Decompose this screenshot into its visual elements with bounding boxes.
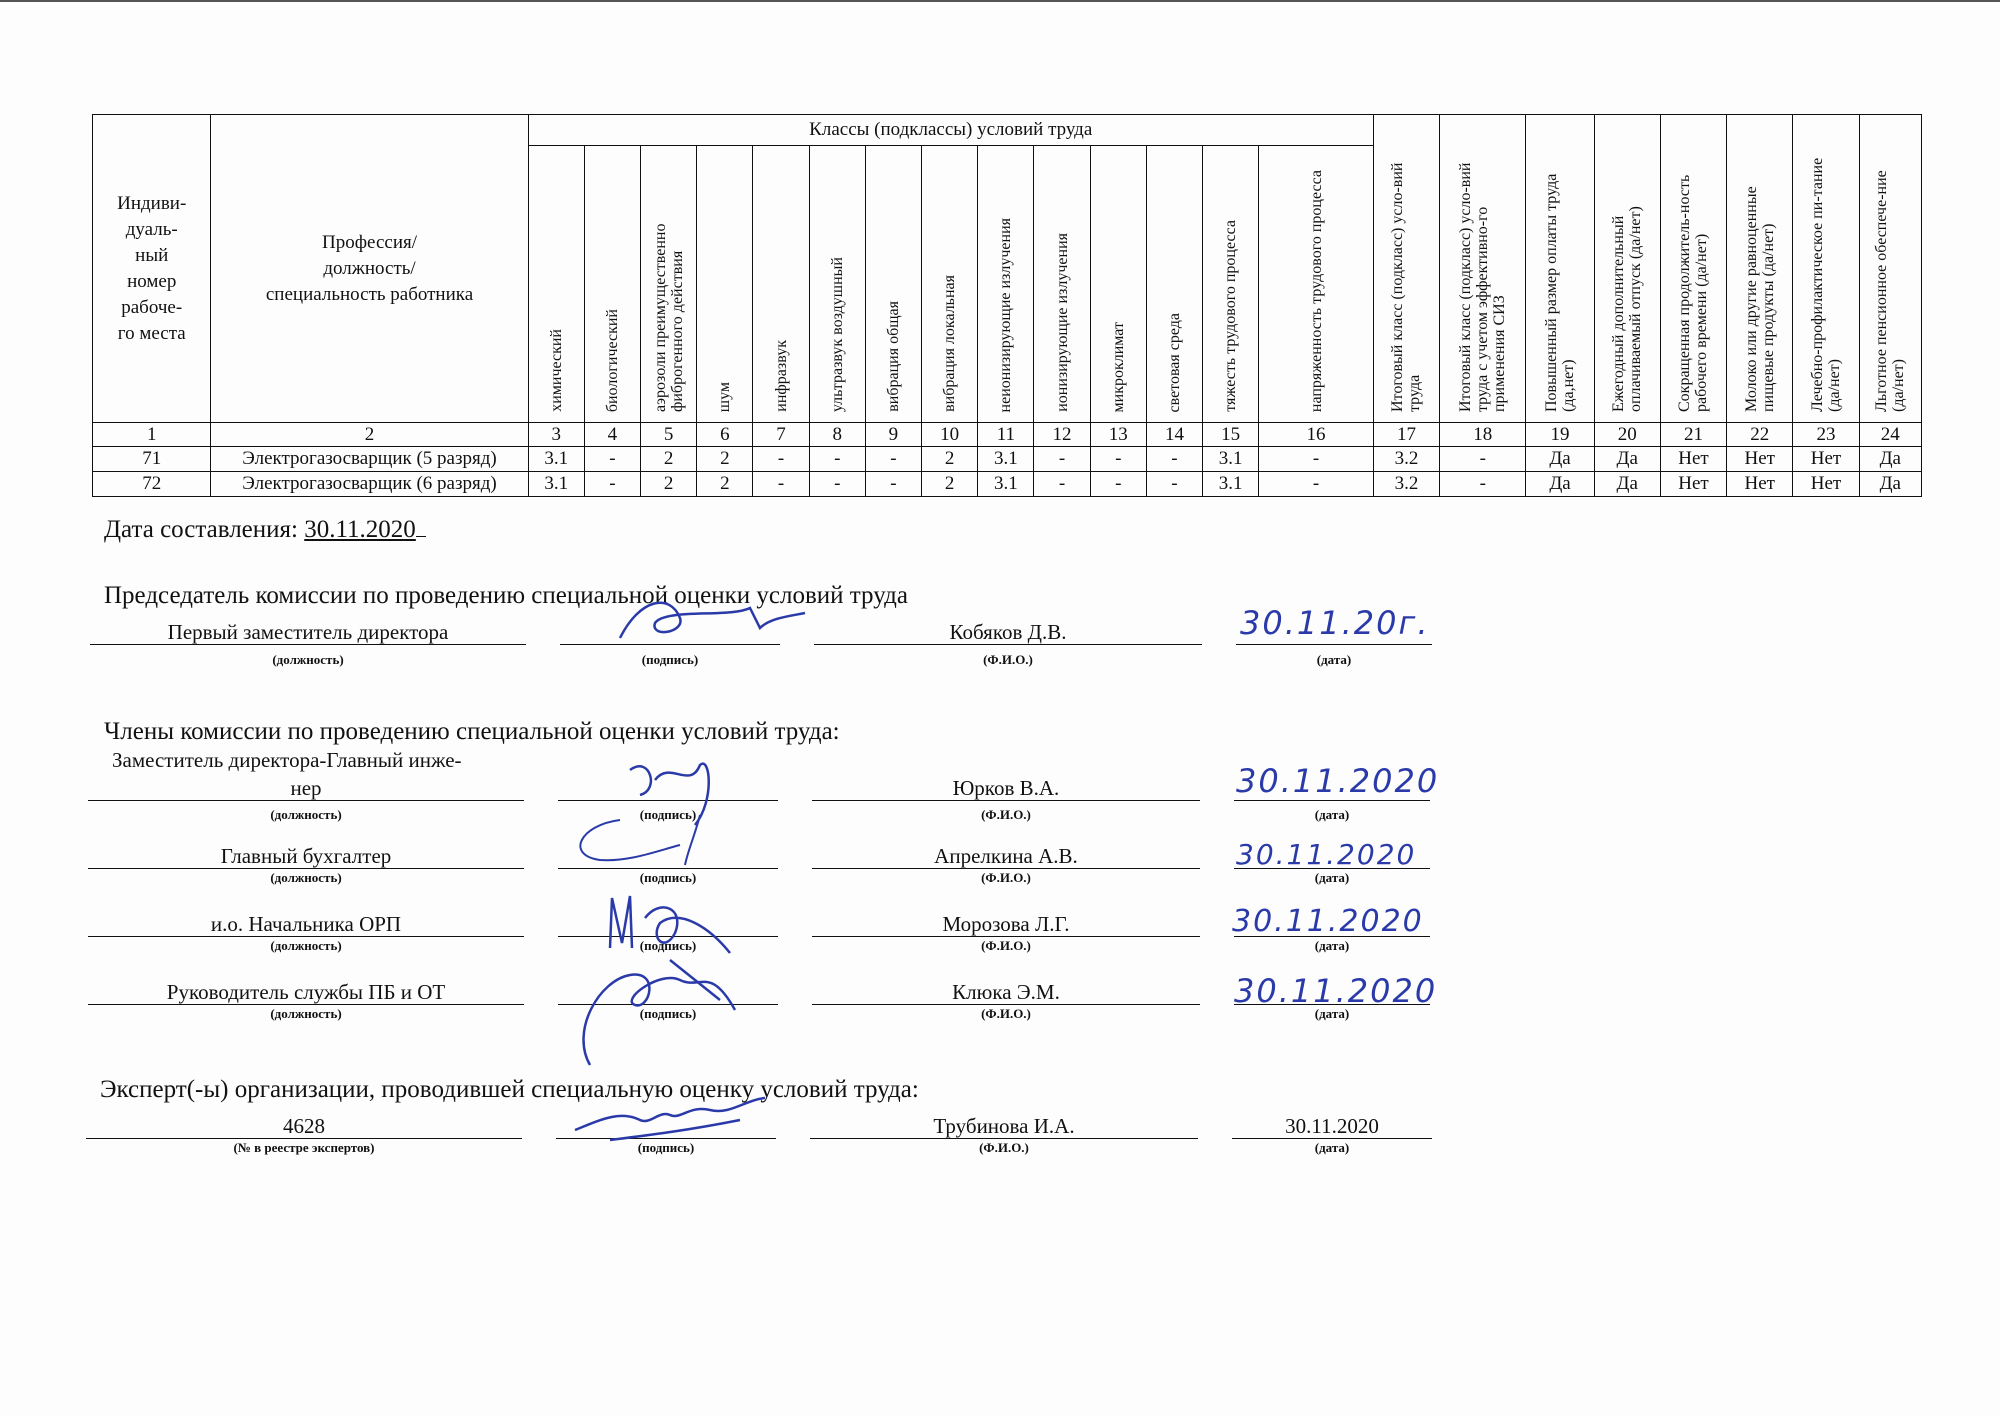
- member-signature-icon: [600, 888, 740, 958]
- header-factor: световая среда: [1146, 146, 1202, 423]
- table-cell: Да: [1859, 447, 1921, 472]
- table-cell: -: [865, 472, 921, 497]
- table-cell: -: [1090, 447, 1146, 472]
- working-conditions-table: [92, 114, 1922, 497]
- member-signature-icon: [560, 950, 740, 1070]
- column-number: 1: [93, 423, 211, 447]
- caption-signature: (подпись): [641, 652, 699, 667]
- header-therapeutic-food: Лечебно-профилактическое пи-тание (да/нет): [1793, 115, 1859, 423]
- header-final-class-siz: Итоговый класс (подкласс) усло-вий труда с учетом эффективно-го применения СИЗ: [1440, 115, 1526, 423]
- caption-date: (дата): [1314, 807, 1350, 822]
- header-increased-pay: Повышенный размер оплаты труда (да,нет): [1526, 115, 1594, 423]
- column-number: 19: [1526, 423, 1594, 447]
- header-milk: Молоко или другие равноценные пищевые продукты (да/нет): [1727, 115, 1793, 423]
- column-number: 4: [584, 423, 640, 447]
- table-cell: -: [1259, 472, 1374, 497]
- table-cell: -: [1090, 472, 1146, 497]
- header-factor: микроклимат: [1090, 146, 1146, 423]
- workplace-number-cell: 71: [93, 447, 211, 472]
- caption-fio: (Ф.И.О.): [981, 807, 1031, 822]
- caption-signature: (подпись): [639, 870, 697, 885]
- table-cell: -: [1034, 472, 1090, 497]
- column-number: 2: [211, 423, 528, 447]
- chairman-name: Кобяков Д.В.: [814, 620, 1202, 645]
- caption-date: (дата): [1314, 1140, 1350, 1155]
- column-number: 23: [1793, 423, 1859, 447]
- member-position: нер: [88, 776, 524, 801]
- column-number: 10: [922, 423, 978, 447]
- column-number: 20: [1594, 423, 1660, 447]
- caption-fio: (Ф.И.О.): [979, 1140, 1029, 1155]
- caption-position: (должность): [270, 1006, 342, 1021]
- table-cell: -: [1146, 447, 1202, 472]
- column-number: 21: [1660, 423, 1726, 447]
- member-handwritten-date: 30.11.2020: [1236, 762, 1440, 800]
- header-factor: инфразвук: [753, 146, 809, 423]
- table-cell: -: [584, 447, 640, 472]
- header-factor: биологический: [584, 146, 640, 423]
- member-name: Юрков В.А.: [812, 776, 1200, 801]
- table-cell: 2: [697, 447, 753, 472]
- caption-date: (дата): [1314, 1006, 1350, 1021]
- member-handwritten-date: 30.11.2020: [1234, 972, 1438, 1010]
- table-cell: 3.1: [978, 472, 1034, 497]
- column-number: 16: [1259, 423, 1374, 447]
- table-cell: Нет: [1793, 472, 1859, 497]
- table-cell: -: [753, 447, 809, 472]
- profession-cell: Электрогазосварщик (5 разряд): [211, 447, 528, 472]
- table-cell: -: [753, 472, 809, 497]
- header-pension: Льготное пенсионное обеспече-ние (да/нет): [1859, 115, 1921, 423]
- table-cell: Да: [1859, 472, 1921, 497]
- caption-date: (дата): [1314, 870, 1350, 885]
- table-cell: Нет: [1727, 472, 1793, 497]
- table-cell: 3.2: [1373, 447, 1439, 472]
- column-number: 9: [865, 423, 921, 447]
- column-number: 22: [1727, 423, 1793, 447]
- table-cell: 3.1: [1203, 447, 1259, 472]
- table-cell: -: [1034, 447, 1090, 472]
- table-cell: Да: [1526, 447, 1594, 472]
- table-cell: 2: [641, 447, 697, 472]
- table-cell: -: [584, 472, 640, 497]
- column-number: 8: [809, 423, 865, 447]
- member-signature-icon: [560, 810, 740, 870]
- header-factor: шум: [697, 146, 753, 423]
- expert-signature-icon: [570, 1090, 770, 1150]
- table-cell: -: [1146, 472, 1202, 497]
- member-name: Морозова Л.Г.: [812, 912, 1200, 937]
- member-handwritten-date: 30.11.2020: [1236, 838, 1417, 871]
- chairman-heading: Председатель комиссии по проведению специальной оценки условий труда: [104, 582, 908, 609]
- header-factor: химический: [528, 146, 584, 423]
- caption-signature: (подпись): [637, 1140, 695, 1155]
- header-classes-group: Классы (подклассы) условий труда: [528, 115, 1373, 146]
- column-number: 11: [978, 423, 1034, 447]
- table-cell: 3.1: [1203, 472, 1259, 497]
- header-extra-vacation: Ежегодный дополнительный оплачиваемый отпуск (да/нет): [1594, 115, 1660, 423]
- column-number: 3: [528, 423, 584, 447]
- column-number-row: [93, 423, 1922, 447]
- caption-position: (должность): [270, 870, 342, 885]
- column-number: 13: [1090, 423, 1146, 447]
- header-reduced-hours: Сокращенная продолжитель-ность рабочего времени (да/нет): [1660, 115, 1726, 423]
- expert-heading: Эксперт(-ы) организации, проводившей специальную оценку условий труда:: [100, 1076, 919, 1103]
- caption-date: (дата): [1316, 652, 1352, 667]
- header-workplace-id: Индиви- дуаль- ный номер рабоче- го места: [93, 115, 211, 423]
- caption-date: (дата): [1314, 938, 1350, 953]
- header-profession: Профессия/ должность/ специальность работника: [211, 115, 528, 423]
- table-cell: 3.1: [978, 447, 1034, 472]
- header-factor: тяжесть трудового процесса: [1203, 146, 1259, 423]
- member-name: Апрелкина А.В.: [812, 844, 1200, 869]
- table-cell: -: [1259, 447, 1374, 472]
- table-cell: 2: [922, 447, 978, 472]
- header-factor: неионизирующие излучения: [978, 146, 1034, 423]
- expert-date: 30.11.2020: [1232, 1114, 1432, 1139]
- table-cell: Нет: [1660, 472, 1726, 497]
- header-factor: вибрация локальная: [922, 146, 978, 423]
- expert-registry-number: 4628: [86, 1114, 522, 1139]
- table-cell: Да: [1594, 447, 1660, 472]
- workplace-number-cell: 72: [93, 472, 211, 497]
- member-position: Руководитель службы ПБ и ОТ: [88, 980, 524, 1005]
- member-handwritten-date: 30.11.2020: [1232, 904, 1424, 939]
- chairman-handwritten-date: 30.11.20г.: [1240, 604, 1430, 642]
- column-number: 18: [1440, 423, 1526, 447]
- header-factor: аэрозоли преимущественно фиброгенного действия: [641, 146, 697, 423]
- date-line: [104, 516, 426, 544]
- column-number: 14: [1146, 423, 1202, 447]
- table-cell: -: [809, 472, 865, 497]
- column-number: 6: [697, 423, 753, 447]
- member-name: Клюка Э.М.: [812, 980, 1200, 1005]
- table-cell: -: [865, 447, 921, 472]
- table-cell: Нет: [1793, 447, 1859, 472]
- table-cell: -: [1440, 472, 1526, 497]
- profession-cell: Электрогазосварщик (6 разряд): [211, 472, 528, 497]
- table-cell: Да: [1526, 472, 1594, 497]
- column-number: 15: [1203, 423, 1259, 447]
- column-number: 12: [1034, 423, 1090, 447]
- table-cell: Да: [1594, 472, 1660, 497]
- column-number: 24: [1859, 423, 1921, 447]
- column-number: 17: [1373, 423, 1439, 447]
- table-cell: Нет: [1727, 447, 1793, 472]
- date-label: Дата составления:: [104, 516, 298, 543]
- caption-fio: (Ф.И.О.): [981, 1006, 1031, 1021]
- header-final-class: Итоговый класс (подкласс) усло-вий труда: [1373, 115, 1439, 423]
- table-cell: -: [809, 447, 865, 472]
- caption-signature: (подпись): [639, 938, 697, 953]
- caption-signature: (подпись): [639, 1006, 697, 1021]
- table-row: [93, 447, 1922, 472]
- table-cell: 3.1: [528, 472, 584, 497]
- caption-registry: (№ в реестре экспертов): [233, 1140, 375, 1155]
- member-position: и.о. Начальника ОРП: [88, 912, 524, 937]
- table-cell: -: [1440, 447, 1526, 472]
- header-factor: ультразвук воздушный: [809, 146, 865, 423]
- chairman-position: Первый заместитель директора: [90, 620, 526, 645]
- chairman-signature-icon: [610, 588, 810, 648]
- header-factor: ионизирующие излучения: [1034, 146, 1090, 423]
- caption-fio: (Ф.И.О.): [983, 652, 1033, 667]
- member-position: Главный бухгалтер: [88, 844, 524, 869]
- table-cell: Нет: [1660, 447, 1726, 472]
- header-factor: напряженность трудового процесса: [1259, 146, 1374, 423]
- member-position-line1: Заместитель директора-Главный инже-: [112, 748, 462, 772]
- top-border-line: [0, 0, 2000, 2]
- expert-name: Трубинова И.А.: [810, 1114, 1198, 1139]
- table-row: [93, 472, 1922, 497]
- table-cell: 2: [641, 472, 697, 497]
- caption-position: (должность): [270, 938, 342, 953]
- header-factor: вибрация общая: [865, 146, 921, 423]
- caption-fio: (Ф.И.О.): [981, 870, 1031, 885]
- table-cell: 3.1: [528, 447, 584, 472]
- caption-position: (должность): [272, 652, 344, 667]
- column-number: 7: [753, 423, 809, 447]
- date-value: 30.11.2020: [304, 516, 416, 543]
- members-heading: Члены комиссии по проведению специальной оценки условий труда:: [104, 718, 840, 745]
- table-cell: 3.2: [1373, 472, 1439, 497]
- table-cell: 2: [697, 472, 753, 497]
- table-cell: 2: [922, 472, 978, 497]
- caption-fio: (Ф.И.О.): [981, 938, 1031, 953]
- caption-signature: (подпись): [639, 807, 697, 822]
- caption-position: (должность): [270, 807, 342, 822]
- column-number: 5: [641, 423, 697, 447]
